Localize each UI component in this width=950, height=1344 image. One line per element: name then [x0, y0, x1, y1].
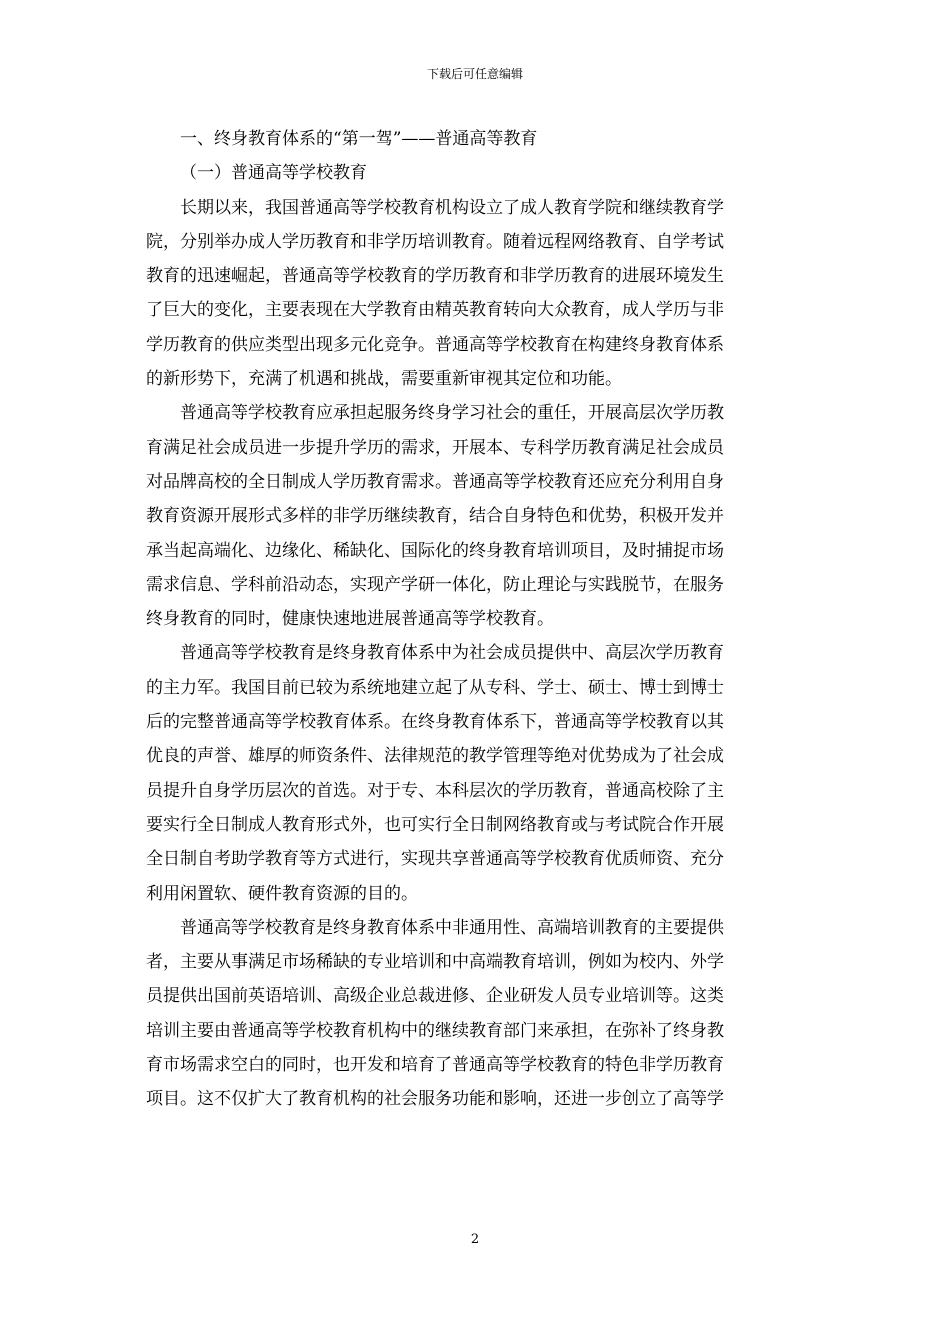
paragraphs-container: [146, 191, 806, 1117]
paragraph: [146, 396, 806, 636]
paragraph-line: 员提供出国前英语培训、高级企业总裁进修、企业研发人员专业培训等。这类: [146, 986, 724, 1007]
page-number: 2: [470, 1232, 480, 1247]
paragraph-line: 长期以来，我国普通高等学校教育机构设立了成人教育学院和继续教育学: [180, 197, 724, 218]
document-body: [146, 122, 806, 1117]
paragraph: [146, 636, 806, 910]
paragraph-line: 的主力军。我国目前已较为系统地建立起了从专科、学士、硕士、博士到博士: [146, 677, 724, 698]
paragraph-line: 要实行全日制成人教育形式外，也可实行全日制网络教育或与考试院合作开展: [146, 814, 724, 835]
paragraph-line: 优良的声誉、雄厚的师资条件、法律规范的教学管理等绝对优势成为了社会成: [146, 746, 724, 767]
paragraph: [146, 191, 806, 397]
subsection-heading: （一）普通高等学校教育: [180, 163, 367, 184]
paragraph-line: 利用闲置软、硬件教育资源的目的。: [146, 883, 418, 904]
paragraph-line: 教育资源开展形式多样的非学历继续教育，结合自身特色和优势，积极开发并: [146, 506, 724, 527]
paragraph-line: 终身教育的同时，健康快速地进展普通高等学校教育。: [146, 609, 554, 630]
paragraph-line: 员提升自身学历层次的首选。对于专、本科层次的学历教育，普通高校除了主: [146, 780, 724, 801]
paragraph-line: 后的完整普通高等学校教育体系。在终身教育体系下，普通高等学校教育以其: [146, 712, 724, 733]
paragraph-line: 培训主要由普通高等学校教育机构中的继续教育部门来承担，在弥补了终身教: [146, 1020, 724, 1041]
paragraph-line: 院，分别举办成人学历教育和非学历培训教育。随着远程网络教育、自学考试: [146, 231, 724, 252]
paragraph-line: 了巨大的变化，主要表现在大学教育由精英教育转向大众教育，成人学历与非: [146, 300, 724, 321]
paragraph-line: 普通高等学校教育是终身教育体系中为社会成员提供中、高层次学历教育: [180, 643, 724, 664]
paragraph-line: 者，主要从事满足市场稀缺的专业培训和中高端教育培训，例如为校内、外学: [146, 952, 724, 973]
paragraph-line: 教育的迅速崛起，普通高等学校教育的学历教育和非学历教育的进展环境发生: [146, 266, 724, 287]
paragraph-line: 的新形势下，充满了机遇和挑战，需要重新审视其定位和功能。: [146, 369, 622, 390]
paragraph-line: 项目。这不仅扩大了教育机构的社会服务功能和影响，还进一步创立了高等学: [146, 1089, 724, 1110]
paragraph-line: 全日制自考助学教育等方式进行，实现共享普通高等学校教育优质师资、充分: [146, 849, 724, 870]
paragraph-line: 学历教育的供应类型出现多元化竞争。普通高等学校教育在构建终身教育体系: [146, 334, 724, 355]
paragraph: [146, 911, 806, 1117]
paragraph-line: 普通高等学校教育应承担起服务终身学习社会的重任，开展高层次学历教: [180, 403, 724, 424]
paragraph-line: 育满足社会成员进一步提升学历的需求，开展本、专科学历教育满足社会成员: [146, 437, 724, 458]
paragraph-line: 对品牌高校的全日制成人学历教育需求。普通高等学校教育还应充分利用自身: [146, 471, 724, 492]
section-heading: 一、终身教育体系的“第一驾”——普通高等教育: [180, 129, 538, 149]
paragraph-line: 育市场需求空白的同时，也开发和培育了普通高等学校教育的特色非学历教育: [146, 1055, 724, 1076]
page-header: 下载后可任意编辑: [426, 67, 523, 81]
paragraph-line: 普通高等学校教育是终身教育体系中非通用性、高端培训教育的主要提供: [180, 917, 724, 938]
paragraph-line: 需求信息、学科前沿动态，实现产学研一体化，防止理论与实践脱节，在服务: [146, 574, 724, 595]
paragraph-line: 承当起高端化、边缘化、稀缺化、国际化的终身教育培训项目，及时捕捉市场: [146, 540, 724, 561]
